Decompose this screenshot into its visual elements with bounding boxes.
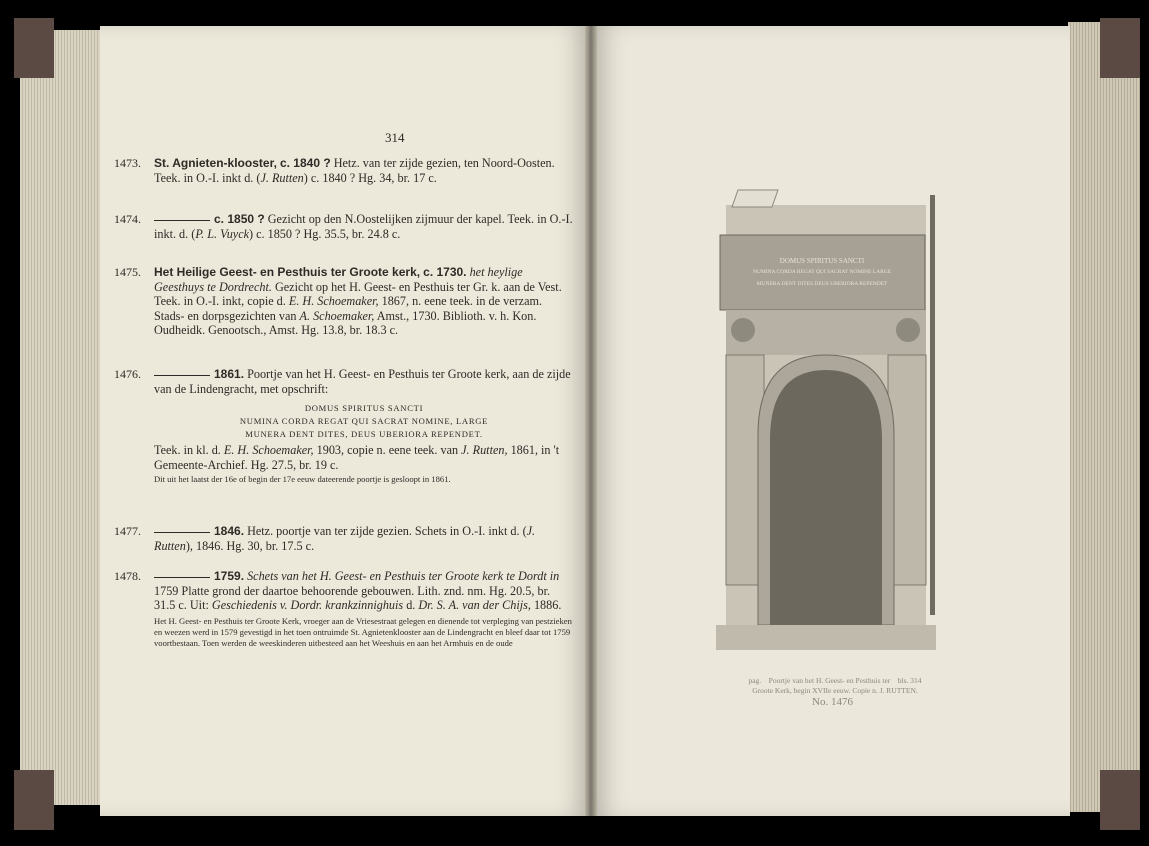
- entry-note: Het H. Geest- en Pesthuis ter Groote Kerk, vroeger aan de Vriesestraat gelegen en dienende tot verpleging van pestzieken en weezen werd in 1579 gevestigd in het toen ontruimde St. Agnietenklooster aan de Lindengracht en bleef daar tot 1759 voortbestaan. Toen werden de weeskinderen uitbesteed aan het Weeshuis en aan het Armhuis en de oude: [154, 615, 572, 648]
- entry-1474: [114, 212, 574, 241]
- entry-credit: A. Schoemaker,: [299, 308, 375, 323]
- plate-inscription-line: MUNERA DENT DITES DEUS UBERIORA REPENDET: [756, 281, 888, 287]
- caption-subtitle: Groote Kerk, begin XVIIe eeuw. Copie n. J. RUTTEN.: [752, 686, 918, 695]
- page-number: 314: [385, 130, 405, 145]
- entry-text: Hetz. poortje van ter zijde gezien. Schets in O.-I. inkt d. (: [244, 524, 527, 538]
- inscription-line: NUMINA CORDA REGAT QUI SACRAT NOMINE, LARGE: [239, 416, 489, 426]
- entry-credit: Geschiedenis v. Dordr. krankzinnighuis: [211, 598, 404, 612]
- ditto-dash: [154, 220, 210, 221]
- entry-credit: Dr. S. A. van der Chijs,: [418, 598, 531, 612]
- left-figure: [731, 318, 755, 342]
- entry-text: 1867, n. eene teek. in de verzam. Stads- en dorpsgezichten van: [154, 294, 543, 323]
- entry-text: 1903, copie n. eene teek. van: [313, 443, 462, 457]
- ground: [716, 625, 936, 650]
- entry-text: Gezicht op het H. Geest- en Pesthuis ter Gr. k. aan de Vest. Teek. in O.-I. inkt, copie d.: [154, 279, 562, 308]
- ornament-band: [726, 310, 926, 355]
- entry-1473: [114, 156, 574, 185]
- caption-page-ref: bls. 314: [897, 676, 922, 685]
- entry-date: c. 1850 ?: [214, 212, 265, 226]
- entry-credit: E. H. Schoemaker,: [223, 443, 314, 457]
- entry-date: 1759.: [214, 569, 245, 583]
- inscription: [154, 402, 574, 441]
- entry-credit: E. H. Schoemaker,: [288, 294, 379, 308]
- inscription-line: DOMUS SPIRITUS SANCTI: [304, 403, 424, 413]
- entry-1477: [114, 524, 574, 553]
- entry-date: 1861.: [214, 367, 245, 381]
- entry-text: ) c. 1840 ? Hg. 34, br. 17 c.: [303, 170, 437, 185]
- entry-number: 1477.: [114, 524, 141, 538]
- right-figure: [896, 318, 920, 342]
- plate-inscription-line: DOMUS SPIRITUS SANCTI: [779, 257, 865, 265]
- entry-number: 1475.: [114, 265, 141, 279]
- entry-note: Dit uit het laatst der 16e of begin der 17e eeuw dateerende poortje is gesloopt in 1861.: [154, 474, 451, 484]
- entry-italic-title: het heylige Geesthuys te Dordrecht.: [154, 265, 523, 294]
- entry-date: 1846.: [214, 524, 245, 538]
- entry-text: Amst., 1730. Biblioth. v. h. Kon. Oudheidk. Genootsch., Amst. Hg. 13.8, br. 18.3 c.: [154, 308, 537, 337]
- plate-inscription-line: NUMINA CORDA REGAT QUI SACRAT NOMINE LARGE: [752, 269, 892, 275]
- entry-italic-title: Schets van het H. Geest- en Pesthuis ter Groote kerk te Dordt in: [244, 569, 560, 583]
- entry-number: 1476.: [114, 367, 141, 381]
- book-page-edges-right: [1068, 22, 1140, 812]
- entry-date: c. 1730.: [423, 265, 467, 279]
- plate-number: No. 1476: [812, 696, 853, 708]
- right-post: [930, 195, 935, 615]
- book-corner-bottom-left: [14, 770, 54, 830]
- entry-text: Hetz. van ter zijde gezien, ten Noord-Oosten. Teek. in O.-I. inkt d. (: [154, 156, 555, 185]
- entry-text: 1759 Platte grond der daartoe behoorende gebouwen. Lith. znd. nm. Hg. 20.5, br. 31.5 c. Uit:: [154, 583, 550, 612]
- entry-number: 1474.: [114, 212, 141, 226]
- entry-date: c. 1840 ?: [279, 156, 331, 170]
- entry-text: Gezicht op den N.Oostelijken zijmuur der kapel. Teek. in O.-I. inkt. d. (: [154, 212, 573, 241]
- entry-number: 1478.: [114, 569, 141, 583]
- book-corner-top-left: [14, 18, 54, 78]
- book-gutter: [585, 26, 597, 816]
- book-corner-bottom-right: [1100, 770, 1140, 830]
- entry-credit: J. Rutten,: [461, 443, 508, 457]
- entry-text: 1886.: [530, 598, 562, 612]
- entry-credit: P. L. Vuyck: [195, 226, 250, 241]
- entry-1478: [114, 569, 574, 649]
- entry-text: d.: [403, 598, 419, 612]
- plate-caption: [700, 676, 970, 696]
- entry-title: Het Heilige Geest- en Pesthuis ter Groote kerk,: [154, 265, 421, 279]
- ditto-dash: [154, 532, 210, 533]
- entry-text: ), 1846. Hg. 30, br. 17.5 c.: [185, 538, 315, 553]
- entry-1476: [114, 367, 574, 485]
- entry-text: Teek. in kl. d.: [154, 443, 224, 457]
- book-corner-top-right: [1100, 18, 1140, 78]
- entry-text: Poortje van het H. Geest- en Pesthuis ter Groote kerk, aan de zijde van de Lindengracht, met opschrift:: [154, 367, 571, 396]
- gateway-plate-illustration: [698, 185, 938, 670]
- caption-title: Poortje van het H. Geest- en Pesthuis ter: [768, 676, 891, 685]
- entry-credit: J. Rutten: [260, 170, 304, 185]
- entry-number: 1473.: [114, 156, 141, 170]
- entry-1475: [114, 265, 574, 338]
- caption-page-ref: pag.: [748, 676, 762, 685]
- sign-board: [732, 190, 778, 207]
- ditto-dash: [154, 577, 210, 578]
- entry-text: ) c. 1850 ? Hg. 35.5, br. 24.8 c.: [249, 226, 401, 241]
- entry-title: St. Agnieten-klooster,: [154, 156, 277, 170]
- inscription-line: MUNERA DENT DITES, DEUS UBERIORA REPENDET.: [245, 429, 483, 439]
- ditto-dash: [154, 375, 210, 376]
- gateway-door: [770, 370, 882, 625]
- entry-text: 1861, in 't Gemeente-Archief. Hg. 27.5, br. 19 c.: [154, 443, 560, 472]
- book-page-edges-left: [20, 30, 100, 805]
- entry-credit: J. Rutten: [154, 524, 536, 553]
